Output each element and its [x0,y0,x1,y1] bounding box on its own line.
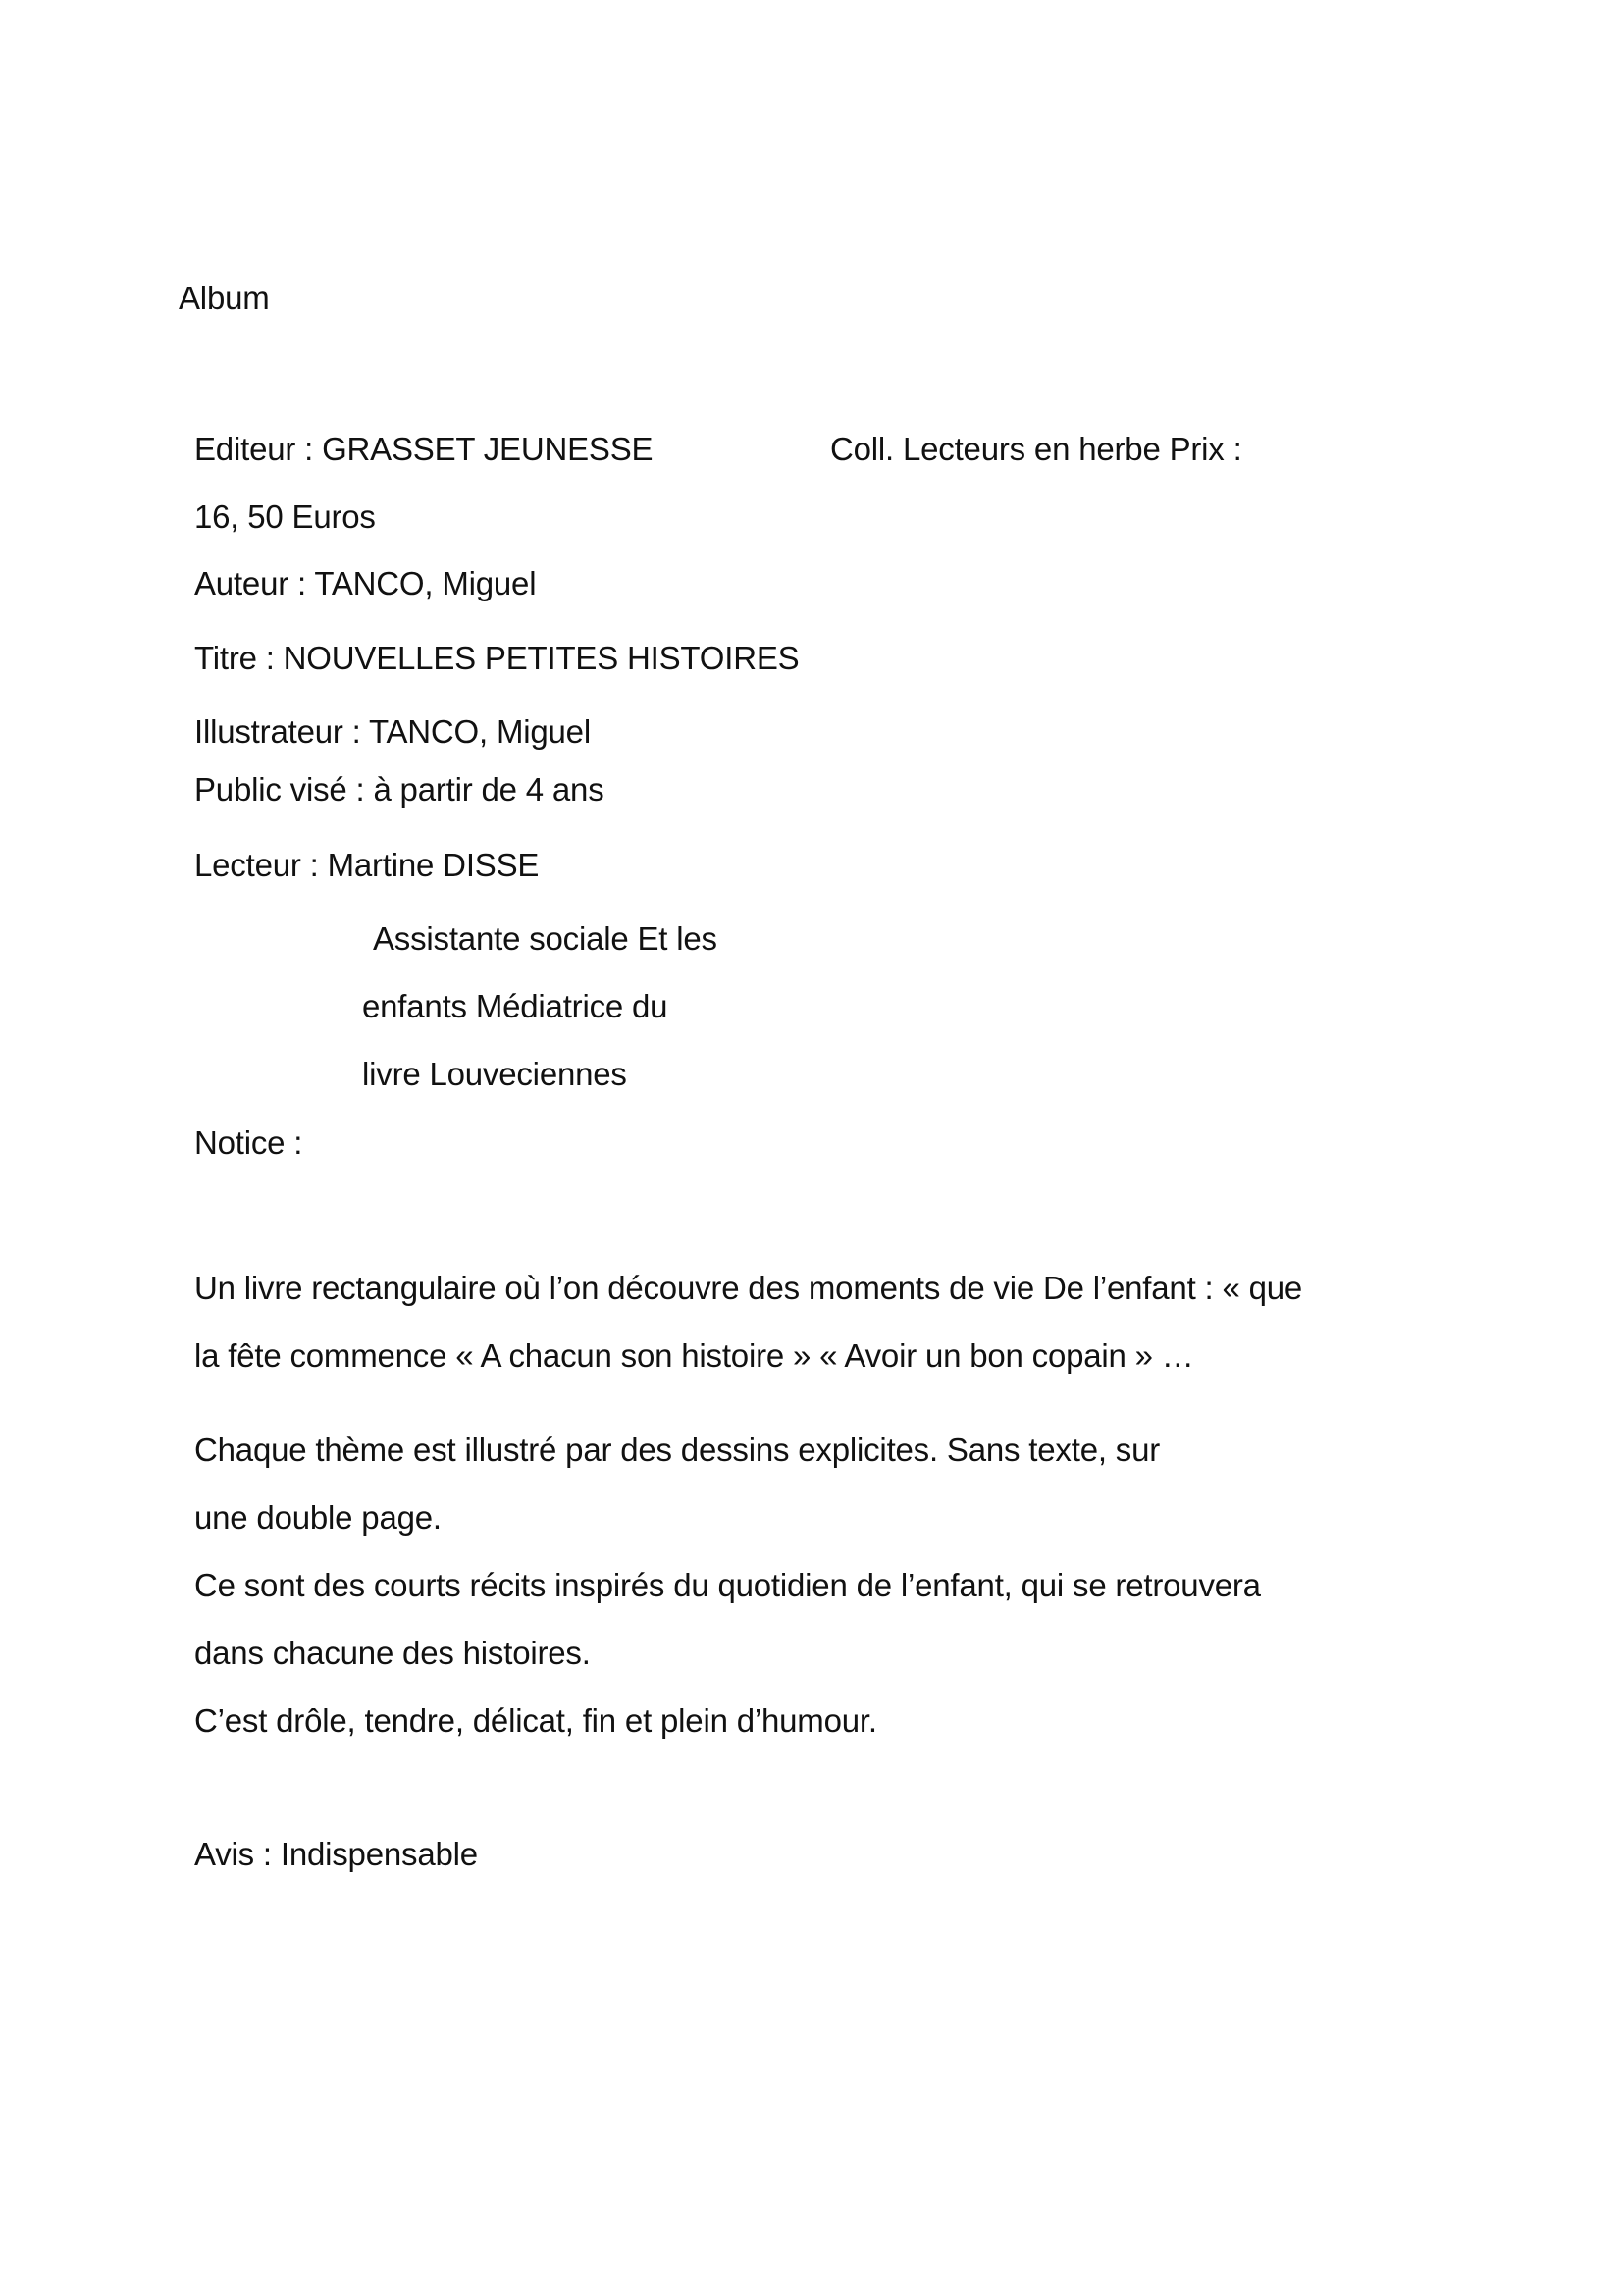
reader-role-line: enfants Médiatrice du [362,988,668,1024]
category-heading: Album [179,280,270,316]
audience-line: Public visé : à partir de 4 ans [194,771,604,808]
notice-text-line: Ce sont des courts récits inspirés du quotidien de l’enfant, qui se retrouvera [194,1567,1261,1603]
notice-label: Notice : [194,1124,303,1161]
price-line: 16, 50 Euros [194,498,376,535]
notice-text-line: Un livre rectangulaire où l’on découvre des moments de vie De l’enfant : « que [194,1270,1303,1306]
opinion-line: Avis : Indispensable [194,1836,478,1872]
reader-line: Lecteur : Martine DISSE [194,847,540,883]
notice-text-line: dans chacune des histoires. [194,1635,591,1671]
notice-text-line: C’est drôle, tendre, délicat, fin et plein d’humour. [194,1702,877,1739]
editor-line: Editeur : GRASSET JEUNESSE [194,431,654,467]
title-line: Titre : NOUVELLES PETITES HISTOIRES [194,640,800,676]
notice-text-line: Chaque thème est illustré par des dessins explicites. Sans texte, sur [194,1432,1161,1468]
collection-line: Coll. Lecteurs en herbe Prix : [830,431,1242,467]
notice-text-line: la fête commence « A chacun son histoire » « Avoir un bon copain » … [194,1337,1194,1374]
author-line: Auteur : TANCO, Miguel [194,565,537,601]
illustrator-line: Illustrateur : TANCO, Miguel [194,713,591,750]
notice-text-line: une double page. [194,1499,442,1536]
reader-role-line: Assistante sociale Et les [373,920,717,957]
reader-role-line: livre Louveciennes [362,1056,627,1092]
